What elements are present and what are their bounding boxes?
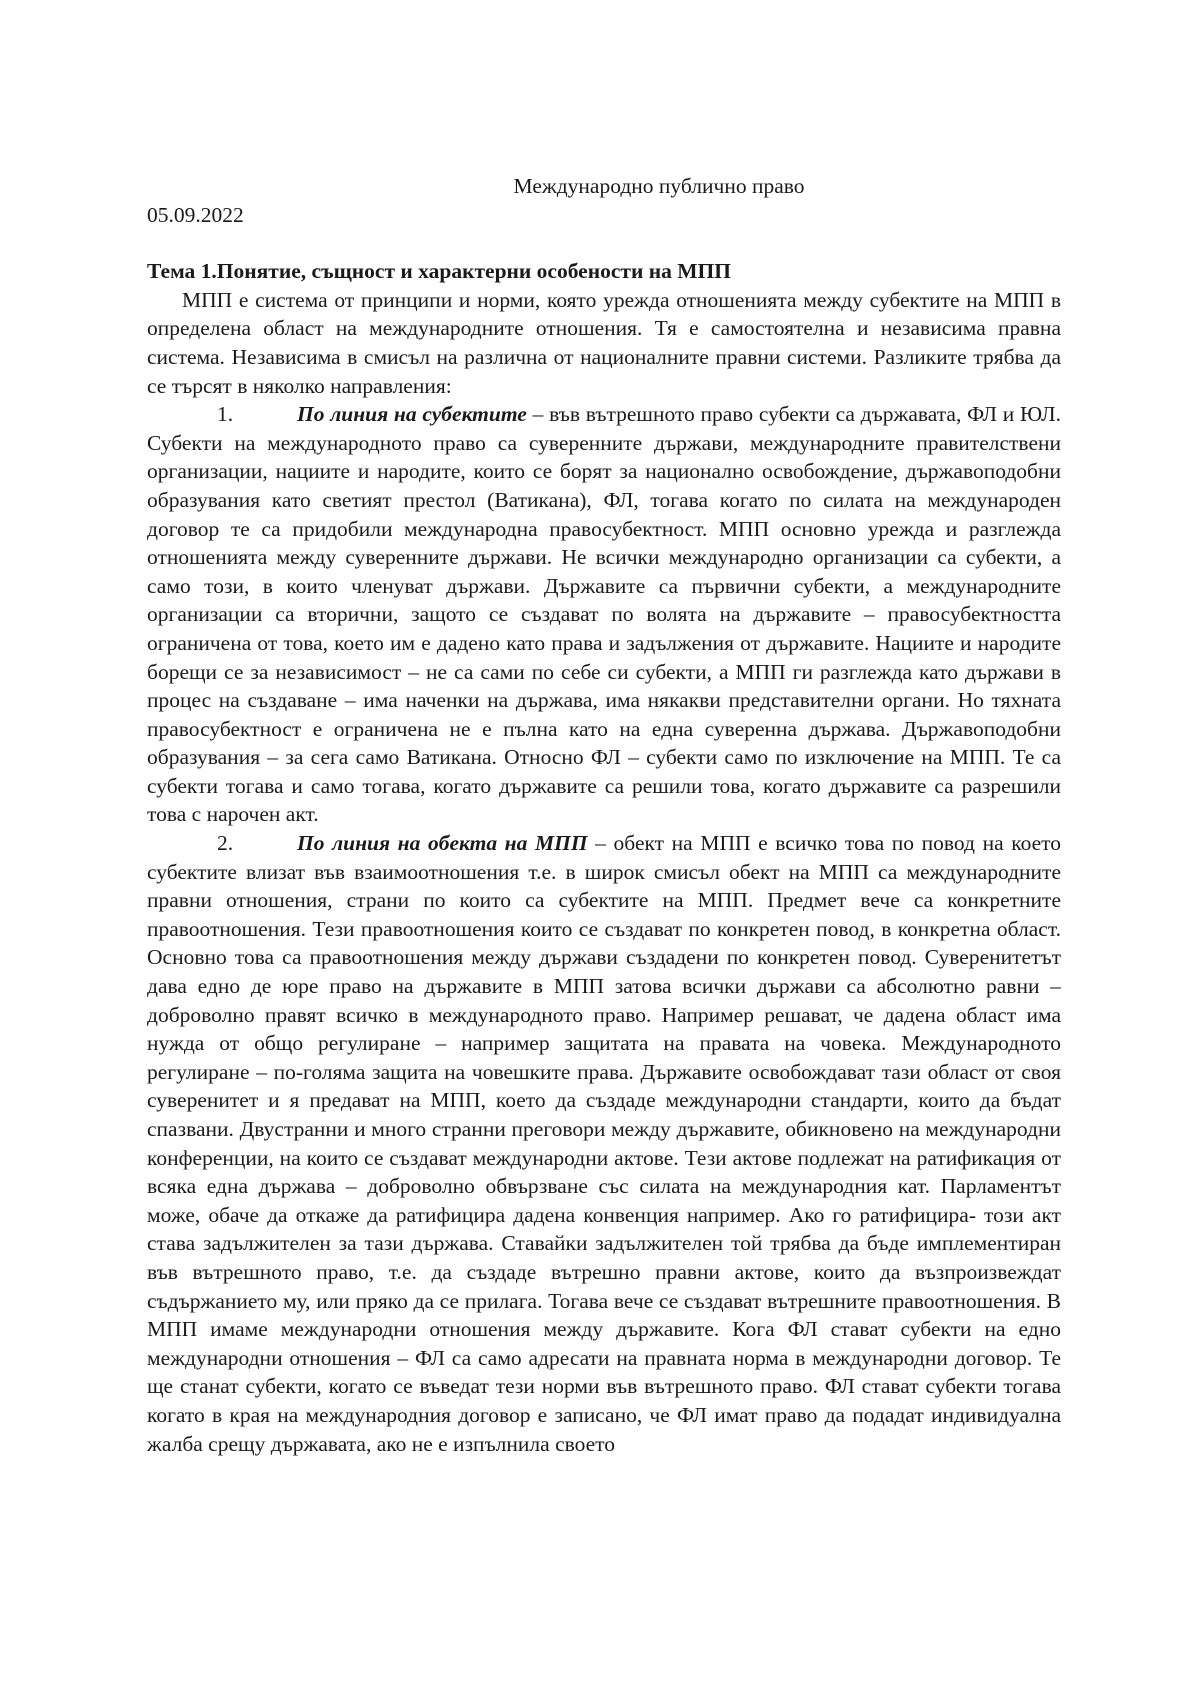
list-item-number: 1.	[217, 402, 234, 427]
intro-paragraph: МПП е система от принципи и норми, която урежда отношенията между субектите на МПП в определена област на международните отношения. Тя е самостоятелна и независима правна система. Независима в смисъл на различна от националните правни системи. Разликите трябва да се търсят в няколко направления:	[147, 287, 1061, 398]
document-page	[147, 172, 1061, 1458]
list-item-number: 2.	[217, 831, 234, 856]
list-item-text: – във вътрешното право субекти са държавата, ФЛ и ЮЛ. Субекти на международното право са суверенните държави, международните правителствени организации, нациите и народите, които се борят за национално освобождение, държавоподобни образувания като светият престол (Ватикана), ФЛ, тогава когато по силата на международен договор те са придобили международна правосубектност. МПП основно урежда и разглежда отношенията между суверенните държави. Не всички международно организации са субекти, а само този, в които членуват държави. Държавите са първични субекти, а международните организации са вторични, защото се създават по волята на държавите – правосубектността ограничена от това, което им е дадено като права и задължения от държавите. Нациите и народите борещи се за независимост – не са сами по себе си субекти, а МПП ги разглежда като държави в процес на създаване – има наченки на държава, има някакви представителни органи. Но тяхната правосубектност е ограничена не е пълна като на една суверенна държава. Държавоподобни образувания – за сега само Ватикана. Относно ФЛ – субекти само по изключение на МПП. Те са субекти тогава и само тогава, когато държавите са решили това, когато държавите са разрешили това с нарочен акт.	[147, 402, 1061, 827]
document-date: 05.09.2022	[147, 202, 244, 227]
list-item-term: По линия на субектите	[297, 402, 527, 427]
list-item-term: По линия на обекта на МПП	[297, 831, 588, 856]
list-item-subjects	[147, 400, 1061, 829]
document-title: Международно публично право	[513, 174, 805, 198]
list-item-text: – обект на МПП е всичко това по повод на което субектите влизат във взаимоотношения т.е. в широк смисъл обект на МПП са международните правни отношения, страни по които са субектите на МПП. Предмет вече са конкретните правоотношения. Тези правоотношения които се създават по конкретен повод, в конкретна област. Основно това са правоотношения между държави създадени по конкретен повод. Суверенитетът дава едно де юре право на държавите в МПП затова всички държави са абсолютно равни – доброволно правят всичко в международното право. Например решават, че дадена област има нужда от общо регулиране – например защитата на правата на човека. Международното регулиране – по-голяма защита на човешките права. Държавите освобождават тази област от своя суверенитет и я предават на МПП, което да създаде международни стандарти, които да бъдат спазвани. Двустранни и много странни преговори между държавите, обикновено на международни конференции, на които се създават международни актове. Тези актове подлежат на ратификация от всяка една държава – доброволно обвързване със силата на международния кат. Парламентът може, обаче да откаже да ратифицира дадена конвенция например. Ако го ратифицира- този акт става задължителен за тази държава. Ставайки задължителен той трябва да бъде имплементиран във вътрешното право, т.е. да създаде вътрешно правни актове, които да възпроизвеждат съдържанието му, или пряко да се прилага. Тогава вече се създават вътрешните правоотношения. В МПП имаме международни отношения между държавите. Кога ФЛ стават субекти на едно международни отношения – ФЛ са само адресати на правната норма в международни договор. Те ще станат субекти, когато се въведат тези норми във вътрешното право. ФЛ стават субекти тогава когато в края на международния договор е записано, че ФЛ имат право да подадат индивидуална жалба срещу държавата, ако не е изпълнила своето	[147, 831, 1062, 1456]
topic-heading: Тема 1.Понятие, същност и характерни особености на МПП	[147, 259, 731, 284]
list-item-object	[147, 829, 1061, 1458]
